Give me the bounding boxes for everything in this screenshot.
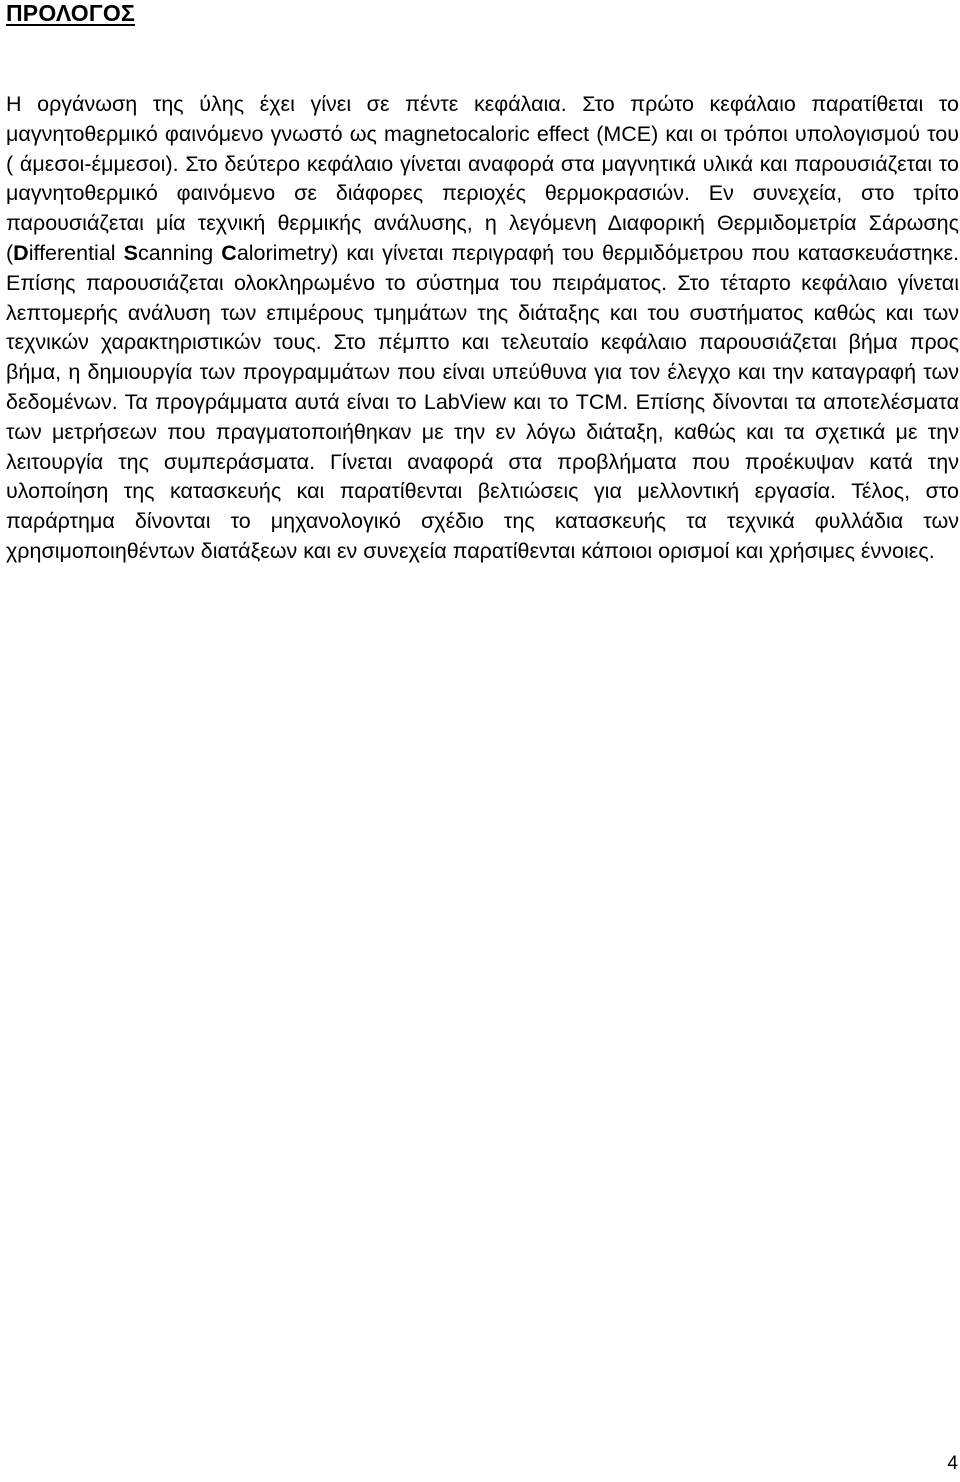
page-number: 4 [947,1453,958,1474]
acronym-letter-d: D [13,240,29,265]
paragraph-text: Η οργάνωση της ύλης έχει γίνει σε πέντε κεφάλαια. Στο πρώτο κεφάλαιο παρατίθεται το μαγνητοθερμικό φαινόμενο γνωστό ως magnetocaloric effect (MCE) και οι τρόποι υπολογισμού του ( άμεσοι-έμμεσοι). Στο δεύτερο κεφάλαιο γίνεται αναφορά στα μαγνητικά υλικά και παρουσιάζεται το μαγνητοθερμικό φαινόμενο σε διάφορες περιοχές θερμοκρασιών. Εν συνεχεία, στο τρίτο παρουσιάζεται μία τεχνική θερμικής ανάλυσης, η λεγόμενη Διαφορική Θερμιδομετρία Σάρωσης ( [6,92,959,265]
paragraph-text: ifferential [28,240,124,265]
page-title: ΠΡΟΛΟΓΟΣ [6,0,135,26]
body-paragraph [6,90,959,567]
acronym-letter-c: C [221,240,237,265]
paragraph-text: alorimetry) και γίνεται περιγραφή του θερμιδόμετρου που κατασκευάστηκε. Επίσης παρουσιάζεται ολοκληρωμένο το σύστημα του πειράματος. Στο τέταρτο κεφάλαιο γίνεται λεπτομερής ανάλυση των επιμέρους τμημάτων της διάταξης και του συστήματος καθώς και των τεχνικών χαρακτηριστικών τους. Στο πέμπτο και τελευταίο κεφάλαιο παρουσιάζεται βήμα προς βήμα, η δημιουργία των προγραμμάτων που είναι υπεύθυνα για τον έλεγχο και την καταγραφή των δεδομένων. Τα προγράμματα αυτά είναι το LabView και το TCM. Επίσης δίνονται τα αποτελέσματα των μετρήσεων που πραγματοποιήθηκαν με την εν λόγω διάταξη, καθώς και τα σχετικά με την λειτουργία της συμπεράσματα. Γίνεται αναφορά στα προβλήματα που προέκυψαν κατά την υλοποίηση της κατασκευής και παρατίθενται βελτιώσεις για μελλοντική εργασία. Τέλος, στο παράρτημα δίνονται το μηχανολογικό σχέδιο της κατασκευής τα τεχνικά φυλλάδια των χρησιμοποιηθέντων διατάξεων και εν συνεχεία παρατίθενται κάποιοι ορισμοί και χρήσιμες έννοιες. [6,240,959,563]
paragraph-text: canning [137,240,222,265]
acronym-letter-s: S [123,240,138,265]
